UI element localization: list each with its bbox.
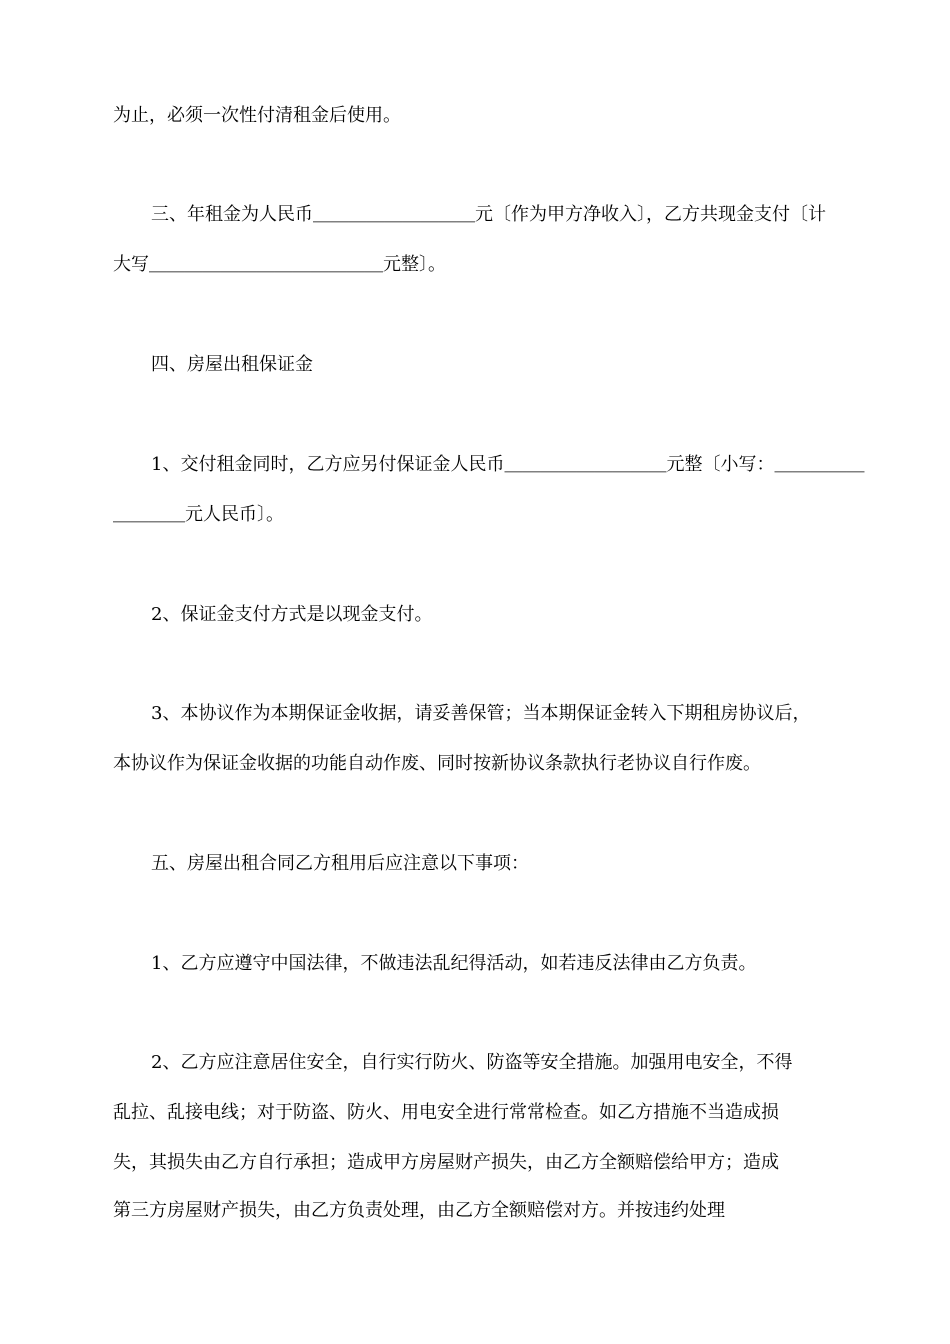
text-line: 1、交付租金同时，乙方应另付保证金人民币＿＿＿＿＿＿＿＿＿元整〔小写：＿＿＿＿＿: [151, 454, 865, 475]
text-line: 乱拉、乱接电线；对于防盗、防火、用电安全进行常常检查。如乙方措施不当造成损: [113, 1102, 779, 1123]
text-line: 三、年租金为人民币＿＿＿＿＿＿＿＿＿元〔作为甲方净收入〕，乙方共现金支付〔计: [151, 204, 826, 225]
text-line: 本协议作为保证金收据的功能自动作废、同时按新协议条款执行老协议自行作废。: [113, 753, 761, 774]
text-line: 1、乙方应遵守中国法律，不做违法乱纪得活动，如若违反法律由乙方负责。: [151, 953, 757, 974]
text-line: 失，其损失由乙方自行承担；造成甲方房屋财产损失，由乙方全额赔偿给甲方；造成: [113, 1152, 779, 1173]
text-line: 2、保证金支付方式是以现金支付。: [151, 604, 433, 625]
section-heading: 四、房屋出租保证金: [151, 354, 313, 375]
text-line: 第三方房屋财产损失，由乙方负责处理，由乙方全额赔偿对方。并按违约处理: [113, 1200, 725, 1221]
text-line: 2、乙方应注意居住安全，自行实行防火、防盗等安全措施。加强用电安全，不得: [151, 1052, 793, 1073]
section-heading: 五、房屋出租合同乙方租用后应注意以下事项：: [151, 853, 529, 874]
text-line: 为止，必须一次性付清租金后使用。: [113, 105, 401, 126]
text-line: ＿＿＿＿元人民币〕。: [113, 504, 284, 525]
text-line: 大写＿＿＿＿＿＿＿＿＿＿＿＿＿元整〕。: [113, 254, 446, 275]
text-line: 3、本协议作为本期保证金收据，请妥善保管；当本期保证金转入下期租房协议后，: [151, 703, 811, 724]
